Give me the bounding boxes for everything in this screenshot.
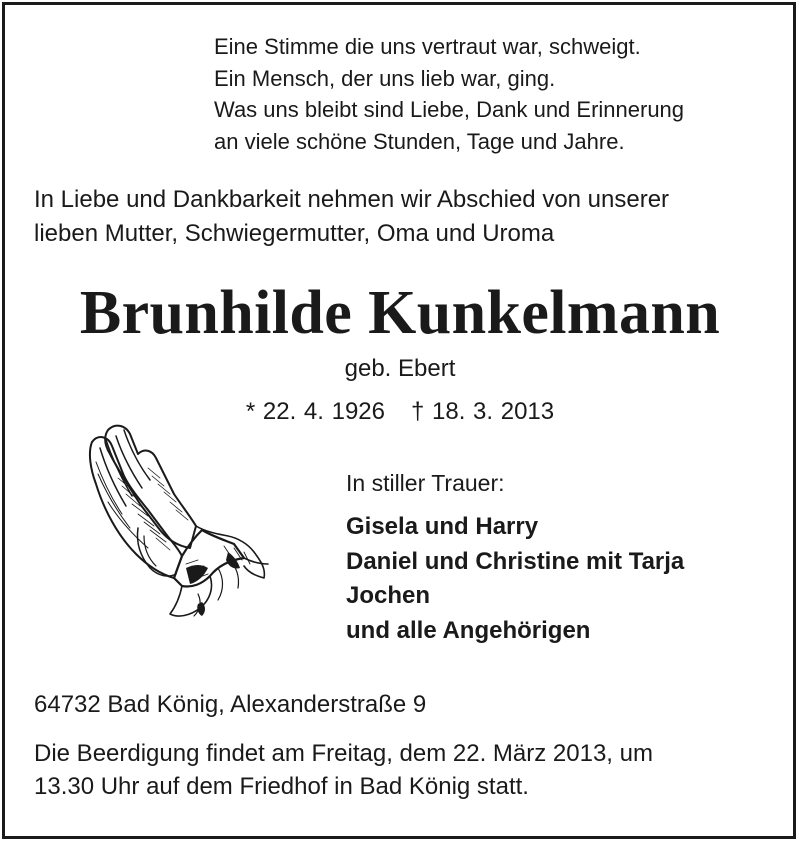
mourner-name: Jochen — [346, 582, 431, 609]
birth-date: * 22. 4. 1926 — [245, 398, 385, 425]
memorial-verse — [214, 31, 684, 157]
praying-hands-icon — [78, 418, 270, 623]
verse-line: Was uns bleibt sind Liebe, Dank und Erinnerung — [214, 97, 685, 122]
intro-line: lieben Mutter, Schwiegermutter, Oma und Uroma — [34, 219, 555, 247]
deceased-name: Brunhilde Kunkelmann — [79, 279, 721, 347]
mourner-name: Daniel und Christine mit Tarja — [346, 547, 685, 575]
death-date: † 18. 3. 2013 — [411, 398, 555, 425]
mourner-name: Gisela und Harry — [346, 513, 539, 540]
funeral-line: Die Beerdigung findet am Freitag, dem 22. März 2013, um — [34, 740, 653, 767]
funeral-details — [34, 737, 653, 803]
verse-line: Eine Stimme die uns vertraut war, schweigt. — [214, 34, 641, 59]
family-address: 64732 Bad König, Alexanderstraße 9 — [34, 691, 427, 718]
mourner-name: und alle Angehörigen — [346, 616, 591, 644]
intro-line: In Liebe und Dankbarkeit nehmen wir Abschied von unserer — [34, 186, 670, 213]
verse-line: Ein Mensch, der uns lieb war, ging. — [214, 65, 556, 91]
verse-line: an viele schöne Stunden, Tage und Jahre. — [214, 128, 625, 154]
birth-name: geb. Ebert — [344, 355, 456, 382]
farewell-intro — [34, 183, 669, 250]
mourners-list — [346, 510, 684, 648]
funeral-line: 13.30 Uhr auf dem Friedhof in Bad König statt. — [34, 773, 529, 800]
mourning-label: In stiller Trauer: — [346, 470, 505, 496]
